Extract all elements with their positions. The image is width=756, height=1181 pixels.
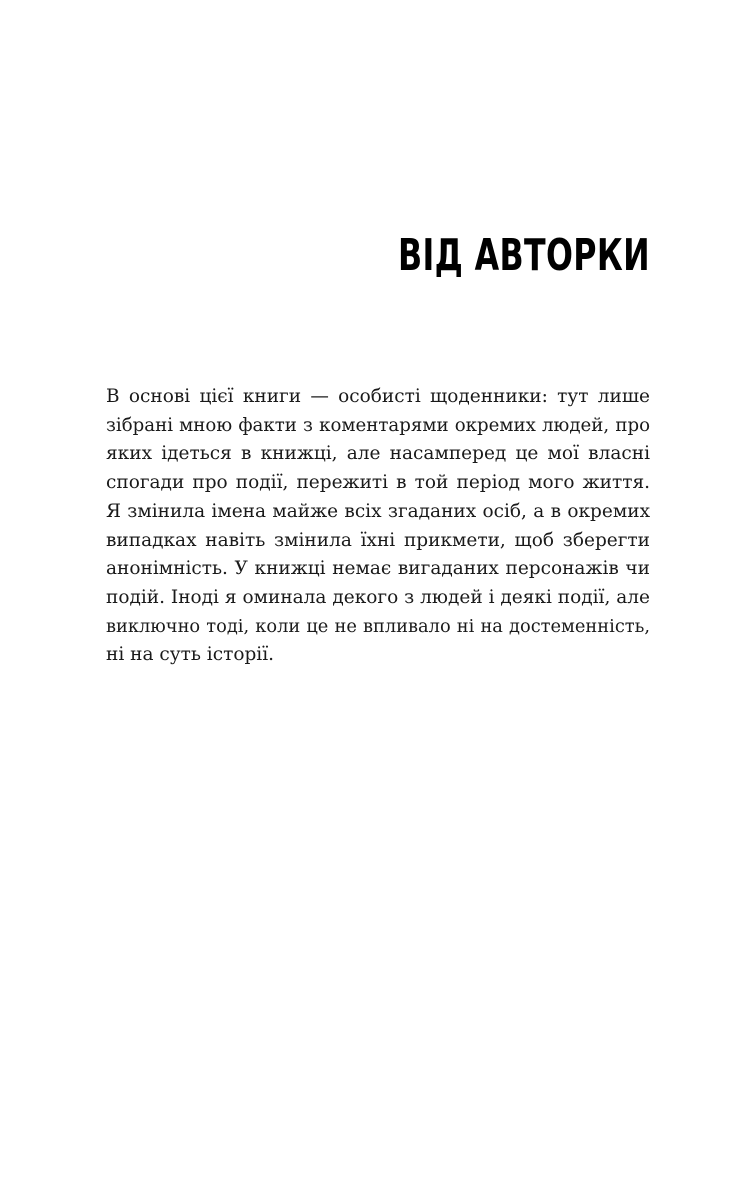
paragraph-line: Я змінила імена майже всіх згаданих осіб, а в окремих — [106, 500, 650, 522]
paragraph-line: яких ідеться в книжці, але насамперед це мої власні — [106, 443, 650, 465]
paragraph-line: анонімність. У книжці немає вигаданих персонажів чи — [106, 558, 650, 580]
paragraph-line: спогади про події, пережиті в той період мого життя. — [106, 472, 650, 494]
paragraph-line: подій. Іноді я оминала декого з людей і деякі події, але — [106, 586, 650, 608]
paragraph-line: В основі цієї книги — особисті щоденники: тут лише — [106, 386, 650, 407]
paragraph-line: зібрані мною факти з коментарями окремих людей, про — [106, 414, 650, 436]
paragraph-line: виключно тоді, коли це не впливало ні на достеменність, — [106, 615, 650, 637]
paragraph-line: ні на суть історії. — [106, 644, 275, 666]
paragraph-line: випадках навіть змінила їхні прикмети, щоб зберегти — [106, 529, 650, 551]
author-note-paragraph — [106, 383, 650, 670]
page-title: ВІД АВТОРКИ — [398, 230, 650, 281]
